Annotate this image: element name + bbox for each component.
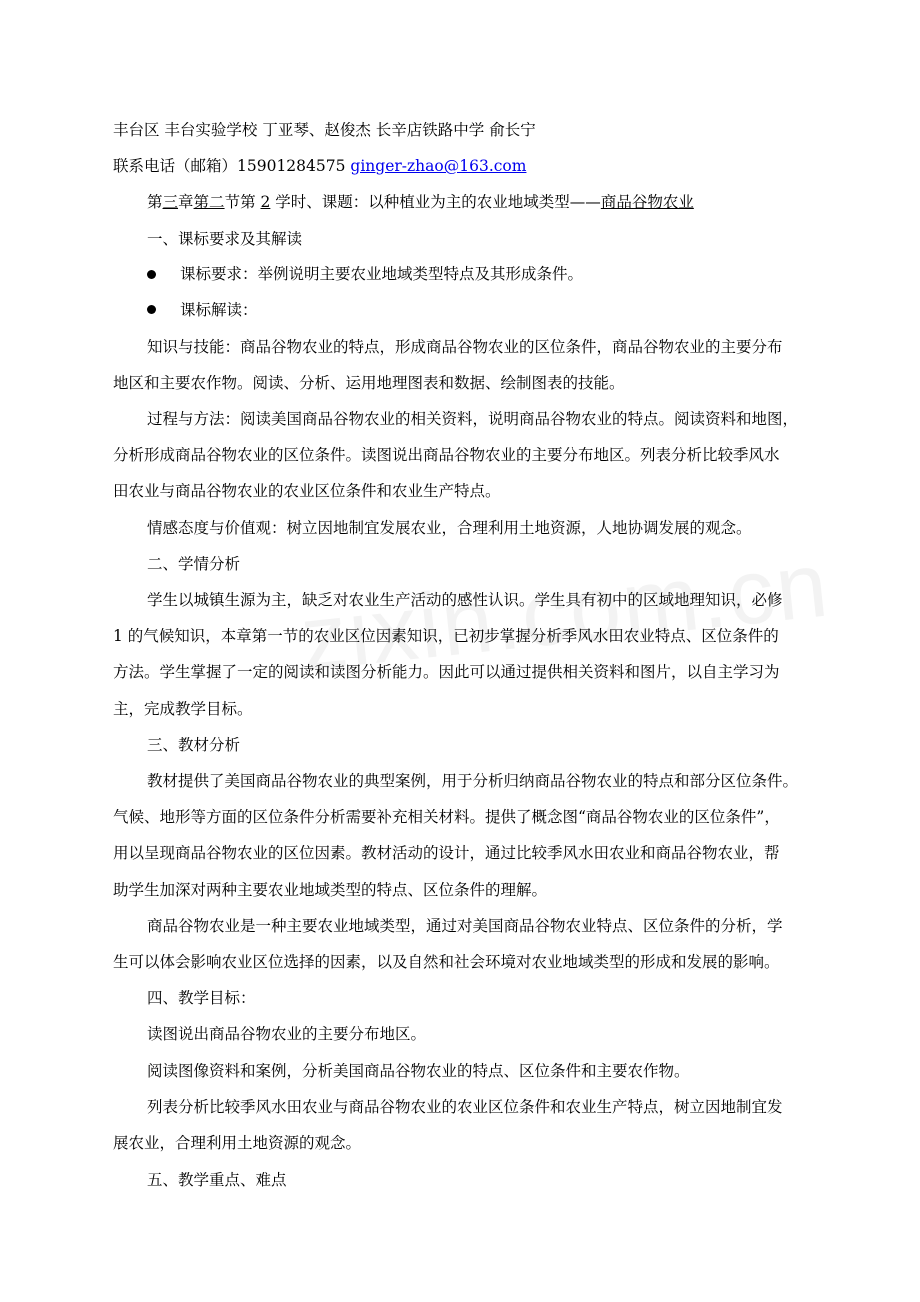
bullet-text: 课标要求：举例说明主要农业地域类型特点及其形成条件。 bbox=[180, 265, 584, 283]
paragraph-line: 助学生加深对两种主要农业地域类型的特点、区位条件的理解。 bbox=[113, 881, 548, 899]
bullet-dot bbox=[147, 270, 156, 279]
title-part: 商品谷物农业 bbox=[600, 193, 694, 211]
title-part: 节第 bbox=[224, 193, 261, 211]
title-part: 第 bbox=[147, 193, 163, 211]
paragraph-line: 知识与技能：商品谷物农业的特点，形成商品谷物农业的区位条件，商品谷物农业的主要分布 bbox=[147, 338, 783, 356]
section-heading: 一、课标要求及其解读 bbox=[147, 230, 303, 248]
authors-line: 丰台区 丰台实验学校 丁亚琴、赵俊杰 长辛店铁路中学 俞长宁 bbox=[113, 121, 536, 139]
section-heading: 三、教材分析 bbox=[147, 736, 241, 754]
paragraph-line: 生可以体会影响农业区位选择的因素，以及自然和社会环境对农业地域类型的形成和发展的影响。 bbox=[113, 953, 780, 971]
section-heading: 四、教学目标： bbox=[147, 989, 256, 1007]
paragraph-line: 1 的气候知识，本章第一节的农业区位因素知识，已初步掌握分析季风水田农业特点、区位条件的 bbox=[113, 627, 779, 645]
paragraph-line: 教材提供了美国商品谷物农业的典型案例，用于分析归纳商品谷物农业的特点和部分区位条件。 bbox=[147, 772, 799, 790]
title-part: 2 bbox=[260, 193, 271, 211]
paragraph-line: 过程与方法：阅读美国商品谷物农业的相关资料，说明商品谷物农业的特点。阅读资料和地图， bbox=[147, 410, 799, 428]
title-part: 学时、课题：以种植业为主的农业地域类型—— bbox=[270, 193, 601, 211]
paragraph-line: 用以呈现商品谷物农业的区位因素。教材活动的设计，通过比较季风水田农业和商品谷物农业，帮 bbox=[113, 844, 780, 862]
bullet-text: 课标解读： bbox=[180, 301, 258, 319]
paragraph-line: 方法。学生掌握了一定的阅读和读图分析能力。因此可以通过提供相关资料和图片，以自主学习为 bbox=[113, 663, 780, 681]
paragraph-line: 田农业与商品谷物农业的农业区位条件和农业生产特点。 bbox=[113, 482, 501, 500]
paragraph-line: 商品谷物农业是一种主要农业地域类型，通过对美国商品谷物农业特点、区位条件的分析，学 bbox=[147, 917, 783, 935]
goal-line: 读图说出商品谷物农业的主要分布地区。 bbox=[147, 1025, 427, 1043]
paragraph-line: 情感态度与价值观：树立因地制宜发展农业，合理利用土地资源，人地协调发展的观念。 bbox=[147, 519, 752, 537]
contact-label: 联系电话（邮箱）15901284575 bbox=[113, 157, 351, 175]
title-part: 第二 bbox=[193, 193, 225, 211]
bullet-dot bbox=[147, 305, 156, 314]
paragraph-line: 地区和主要农作物。阅读、分析、运用地理图表和数据、绘制图表的技能。 bbox=[113, 374, 625, 392]
paragraph-line: 气候、地形等方面的区位条件分析需要补充相关材料。提供了概念图“商品谷物农业的区位条件”， bbox=[113, 808, 780, 826]
goal-line: 展农业，合理利用土地资源的观念。 bbox=[113, 1134, 362, 1152]
paragraph-line: 主，完成教学目标。 bbox=[113, 700, 253, 718]
paragraph-line: 学生以城镇生源为主，缺乏对农业生产活动的感性认识。学生具有初中的区域地理知识，必修 bbox=[147, 591, 783, 609]
title-part: 章 bbox=[178, 193, 194, 211]
section-heading: 二、学情分析 bbox=[147, 555, 241, 573]
contact-line bbox=[113, 156, 813, 176]
section-heading: 五、教学重点、难点 bbox=[147, 1171, 287, 1189]
email-link[interactable]: ginger-zhao@163.com bbox=[350, 157, 527, 175]
title-part: 三 bbox=[162, 193, 179, 211]
goal-line: 列表分析比较季风水田农业与商品谷物农业的农业区位条件和农业生产特点，树立因地制宜发 bbox=[147, 1098, 783, 1116]
lesson-title bbox=[147, 192, 847, 212]
paragraph-line: 分析形成商品谷物农业的区位条件。读图说出商品谷物农业的主要分布地区。列表分析比较季风水 bbox=[113, 446, 780, 464]
goal-line: 阅读图像资料和案例，分析美国商品谷物农业的特点、区位条件和主要农作物。 bbox=[147, 1062, 690, 1080]
